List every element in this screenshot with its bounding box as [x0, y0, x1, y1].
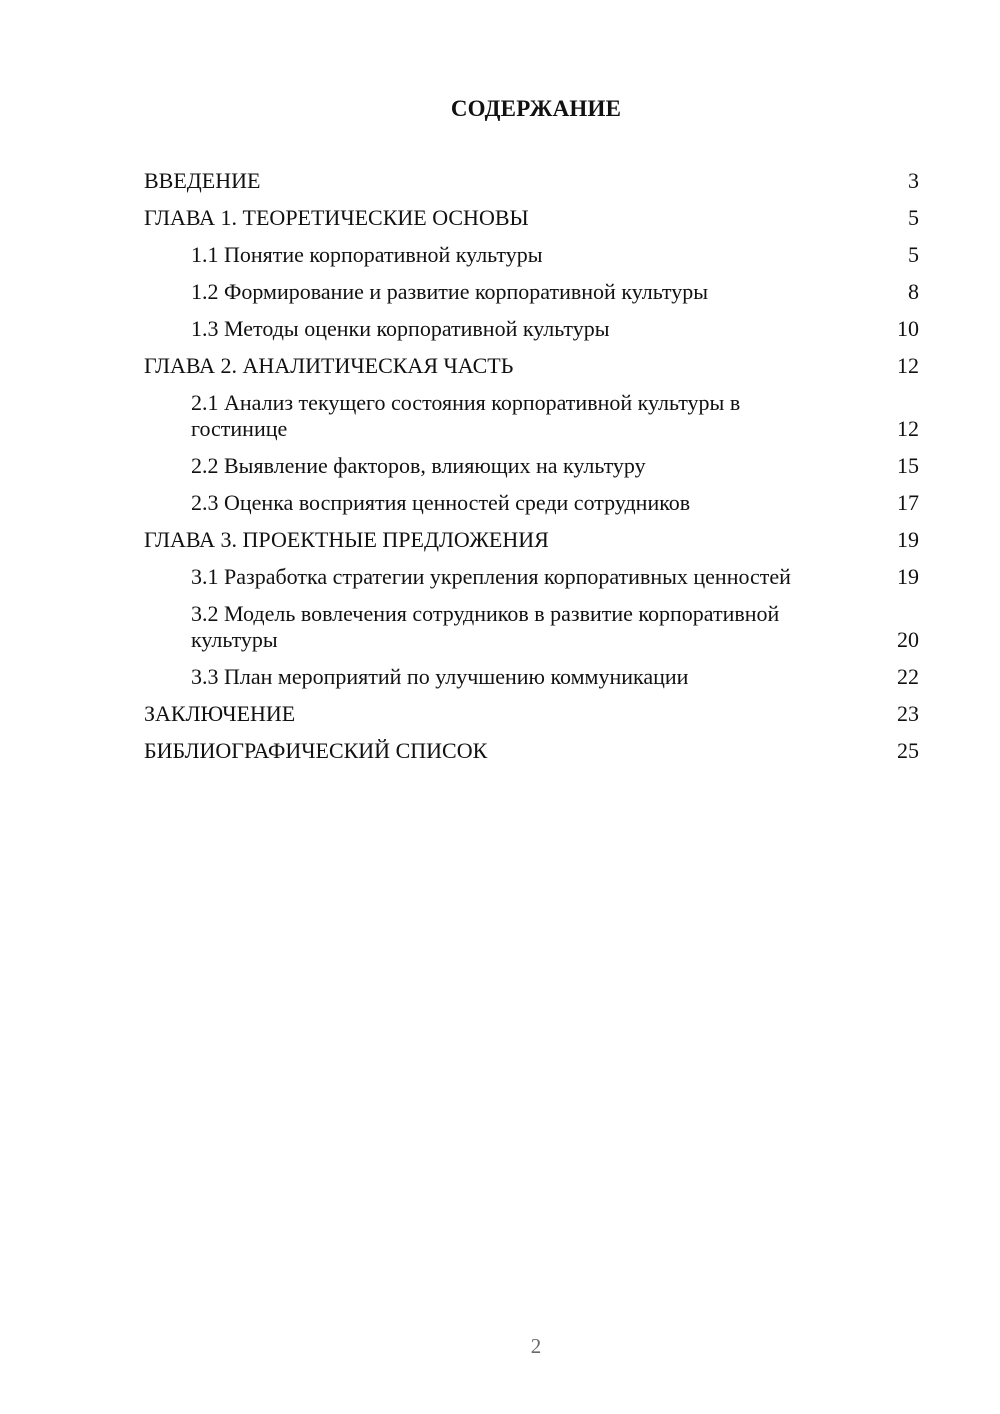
toc-entry-section-2-2[interactable]	[144, 453, 919, 479]
toc-entry-section-3-2[interactable]	[144, 601, 919, 653]
page-number: 2	[530, 1334, 542, 1358]
toc-entry-section-1-2[interactable]	[144, 279, 919, 305]
toc-entry-title: ЗАКЛЮЧЕНИЕ	[144, 701, 296, 726]
toc-entry-page: 8	[908, 279, 919, 304]
toc-entry-title: 2.3 Оценка восприятия ценностей среди сотрудников	[191, 490, 691, 515]
toc-entry-section-1-1[interactable]	[144, 242, 919, 268]
toc-entry-page: 25	[897, 738, 919, 763]
toc-entry-page: 12	[897, 353, 919, 378]
toc-entry-page: 20	[897, 627, 919, 652]
toc-entry-title: 3.2 Модель вовлечения сотрудников в развитие корпоративной культуры	[191, 601, 780, 652]
toc-entry-title: 1.1 Понятие корпоративной культуры	[191, 242, 543, 267]
toc-entry-title: 3.3 План мероприятий по улучшению коммуникации	[191, 664, 689, 689]
toc-entry-title: ГЛАВА 1. ТЕОРЕТИЧЕСКИЕ ОСНОВЫ	[144, 205, 529, 230]
toc-entry-title: 1.2 Формирование и развитие корпоративной культуры	[191, 279, 709, 304]
toc-entry-page: 19	[897, 527, 919, 552]
toc-entry-page: 19	[897, 564, 919, 589]
toc-entry-chapter-2[interactable]	[144, 353, 919, 379]
toc-entry-section-2-1[interactable]	[144, 390, 919, 442]
page-title: СОДЕРЖАНИЕ	[450, 96, 622, 121]
toc-entry-title: 1.3 Методы оценки корпоративной культуры	[191, 316, 610, 341]
toc-entry-section-3-1[interactable]	[144, 564, 919, 590]
toc-entry-title: 2.1 Анализ текущего состояния корпоративной культуры в гостинице	[191, 390, 741, 441]
toc-entry-page: 15	[897, 453, 919, 478]
toc-entry-title: 2.2 Выявление факторов, влияющих на культуру	[191, 453, 646, 478]
toc-entry-page: 12	[897, 416, 919, 441]
toc-entry-title: 3.1 Разработка стратегии укрепления корпоративных ценностей	[191, 564, 791, 589]
toc-entry-page: 5	[908, 242, 919, 267]
toc-entry-page: 5	[908, 205, 919, 230]
toc-entry-title: ГЛАВА 3. ПРОЕКТНЫЕ ПРЕДЛОЖЕНИЯ	[144, 527, 549, 552]
toc-entry-conclusion[interactable]	[144, 701, 919, 727]
toc-entry-title: БИБЛИОГРАФИЧЕСКИЙ СПИСОК	[144, 738, 488, 763]
toc-entry-section-2-3[interactable]	[144, 490, 919, 516]
toc-entry-bibliography[interactable]	[144, 738, 919, 764]
toc-entry-page: 10	[897, 316, 919, 341]
toc-entry-title: ВВЕДЕНИЕ	[144, 168, 261, 193]
toc-entry-chapter-3[interactable]	[144, 527, 919, 553]
toc-entry-section-3-3[interactable]	[144, 664, 919, 690]
toc-entry-section-1-3[interactable]	[144, 316, 919, 342]
toc-entry-page: 23	[897, 701, 919, 726]
table-of-contents	[144, 168, 919, 775]
toc-entry-page: 17	[897, 490, 919, 515]
toc-entry-page: 22	[897, 664, 919, 689]
toc-entry-chapter-1[interactable]	[144, 205, 919, 231]
toc-entry-introduction[interactable]	[144, 168, 919, 194]
toc-entry-page: 3	[908, 168, 919, 193]
toc-entry-title: ГЛАВА 2. АНАЛИТИЧЕСКАЯ ЧАСТЬ	[144, 353, 514, 378]
